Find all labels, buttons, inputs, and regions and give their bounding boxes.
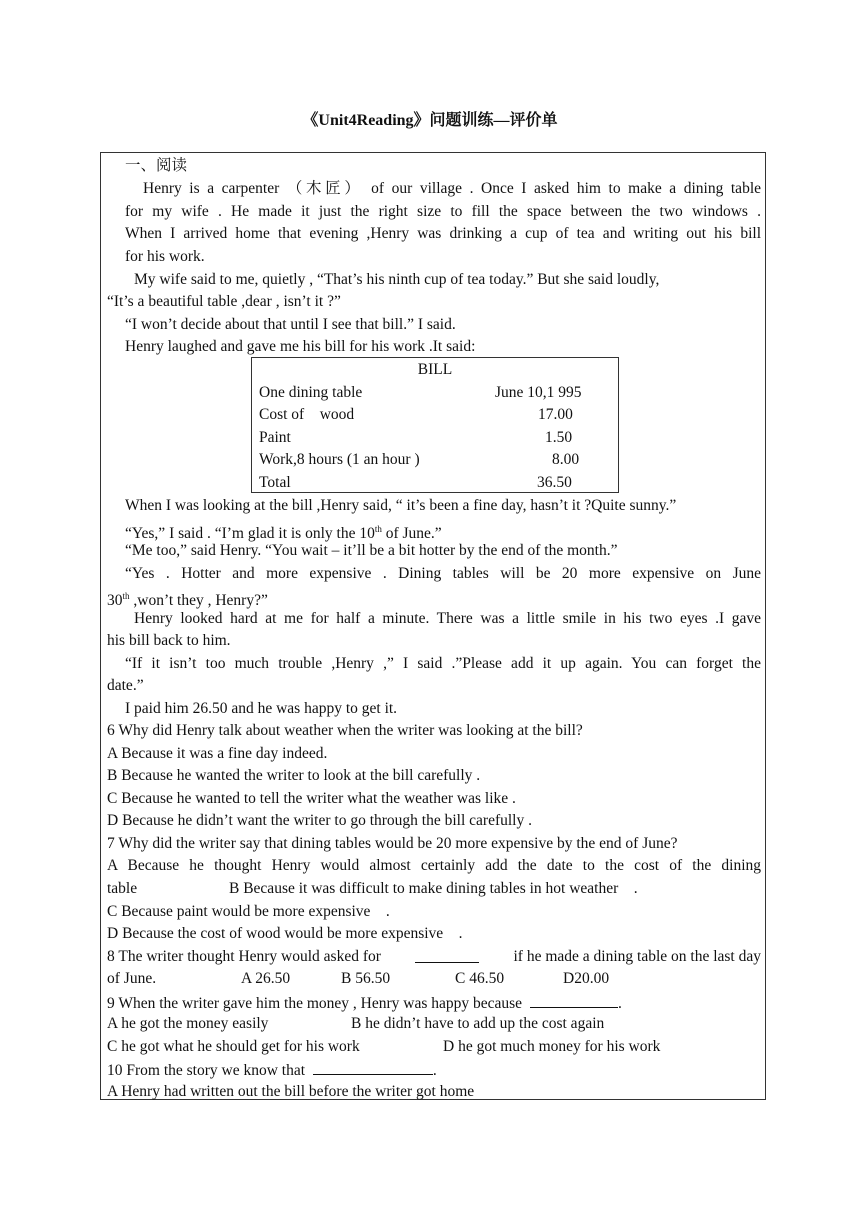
passage-line: his bill back to him. [107, 632, 231, 649]
option-8a: A 26.50 [241, 970, 291, 987]
option-9c: C he got what he should get for his work [107, 1038, 360, 1055]
option-9d: D he got much money for his work [443, 1038, 661, 1055]
bill-row [259, 404, 611, 427]
question-8 [107, 946, 761, 969]
answer-blank[interactable] [530, 991, 618, 1008]
answer-blank[interactable] [415, 946, 479, 963]
option-9b: B he didn’t have to add up the cost again [351, 1015, 605, 1032]
bill-label: One dining table [259, 384, 363, 401]
bill-amount: 1.50 [545, 429, 573, 446]
question-10 [107, 1058, 759, 1081]
question-text: . [432, 1062, 437, 1079]
passage-line: When I was looking at the bill ,Henry said, “ it’s been a fine day, hasn’t it ?Quite sunny.” [125, 497, 677, 514]
option-7c: C Because paint would be more expensive . [107, 903, 390, 920]
passage-line: date.” [107, 677, 144, 694]
passage-line: for his work. [125, 248, 205, 265]
option-6a: A Because it was a fine day indeed. [107, 745, 328, 762]
question-text: . [617, 995, 622, 1012]
bill-amount: 17.00 [538, 406, 573, 423]
bill-box [251, 357, 619, 493]
option-7a: A Because he thought Henry would almost certainly add the date to the cost of the dining [107, 857, 761, 874]
bill-heading: BILL [417, 361, 453, 378]
passage-text: “Yes,” I said . “I’m glad it is only the 10 [125, 525, 375, 543]
option-9a: A he got the money easily [107, 1015, 269, 1032]
option-8b: B 56.50 [341, 970, 391, 987]
option-7b: B Because it was difficult to make dining tables in hot weather . [229, 880, 638, 897]
option-7d: D Because the cost of wood would be more expensive . [107, 925, 463, 942]
bill-row [259, 382, 611, 405]
passage-line [125, 518, 759, 541]
passage-line: “I won’t decide about that until I see that bill.” I said. [125, 316, 456, 333]
bill-label: Work,8 hours (1 an hour ) [259, 451, 420, 468]
bill-amount: 36.50 [537, 474, 572, 491]
section-heading: 一、阅读 [125, 157, 188, 174]
passage-line: I paid him 26.50 and he was happy to get it. [125, 700, 398, 717]
bill-label: Cost of wood [259, 406, 355, 423]
question-8-cont: of June. [107, 970, 157, 987]
option-6b: B Because he wanted the writer to look at the bill carefully . [107, 767, 481, 784]
question-text: 10 From the story we know that [107, 1062, 306, 1079]
question-text: if he made a dining table on the last day [513, 948, 761, 965]
bill-row [259, 472, 611, 495]
page-title: 《Unit4Reading》问题训练—评价单 [302, 112, 558, 129]
question-6: 6 Why did Henry talk about weather when the writer was looking at the bill? [107, 722, 583, 739]
superscript: th [374, 524, 382, 534]
option-8d: D20.00 [563, 970, 610, 987]
passage-text: 30 [107, 592, 123, 610]
option-6d: D Because he didn’t want the writer to go through the bill carefully . [107, 812, 532, 829]
passage-line: “Yes . Hotter and more expensive . Dining tables will be 20 more expensive on June [125, 565, 761, 582]
passage-line: When I arrived home that evening ,Henry was drinking a cup of tea and writing out his bill [125, 225, 761, 242]
passage-line: for my wife . He made it just the right size to fill the space between the two windows . [125, 203, 761, 220]
answer-blank[interactable] [313, 1058, 433, 1075]
question-text: 9 When the writer gave him the money , Henry was happy because [107, 995, 523, 1012]
passage-text: ,won’t they , Henry?” [129, 592, 268, 610]
option-8c: C 46.50 [455, 970, 505, 987]
superscript: th [122, 591, 130, 601]
question-9 [107, 991, 759, 1014]
bill-row [259, 427, 611, 450]
option-10a: A Henry had written out the bill before the writer got home [107, 1083, 475, 1100]
bill-amount: 8.00 [552, 451, 580, 468]
bill-label: Total [259, 474, 291, 491]
passage-text: of June.” [381, 525, 442, 543]
bill-row [259, 449, 611, 472]
passage-line: “If it isn’t too much trouble ,Henry ,” I said .”Please add it up again. You can forget the [125, 655, 761, 672]
passage-line: My wife said to me, quietly , “That’s his ninth cup of tea today.” But she said loudly, [134, 271, 660, 288]
passage-line: “Me too,” said Henry. “You wait – it’ll be a bit hotter by the end of the month.” [125, 542, 618, 559]
passage-line: Henry is a carpenter （木匠） of our village . Once I asked him to make a dining table [143, 180, 761, 197]
bill-label: Paint [259, 429, 291, 446]
question-text: 8 The writer thought Henry would asked for [107, 948, 381, 965]
passage-line: Henry laughed and gave me his bill for his work .It said: [125, 338, 476, 355]
option-7a-cont: table [107, 880, 138, 897]
passage-line [107, 585, 759, 608]
passage-line: Henry looked hard at me for half a minute. There was a little smile in his two eyes .I gave [134, 610, 761, 627]
question-frame [100, 152, 766, 1100]
passage-line: “It’s a beautiful table ,dear , isn’t it ?” [107, 293, 341, 310]
question-7: 7 Why did the writer say that dining tables would be 20 more expensive by the end of June? [107, 835, 678, 852]
option-6c: C Because he wanted to tell the writer what the weather was like . [107, 790, 516, 807]
bill-amount: June 10,1 995 [495, 384, 582, 401]
